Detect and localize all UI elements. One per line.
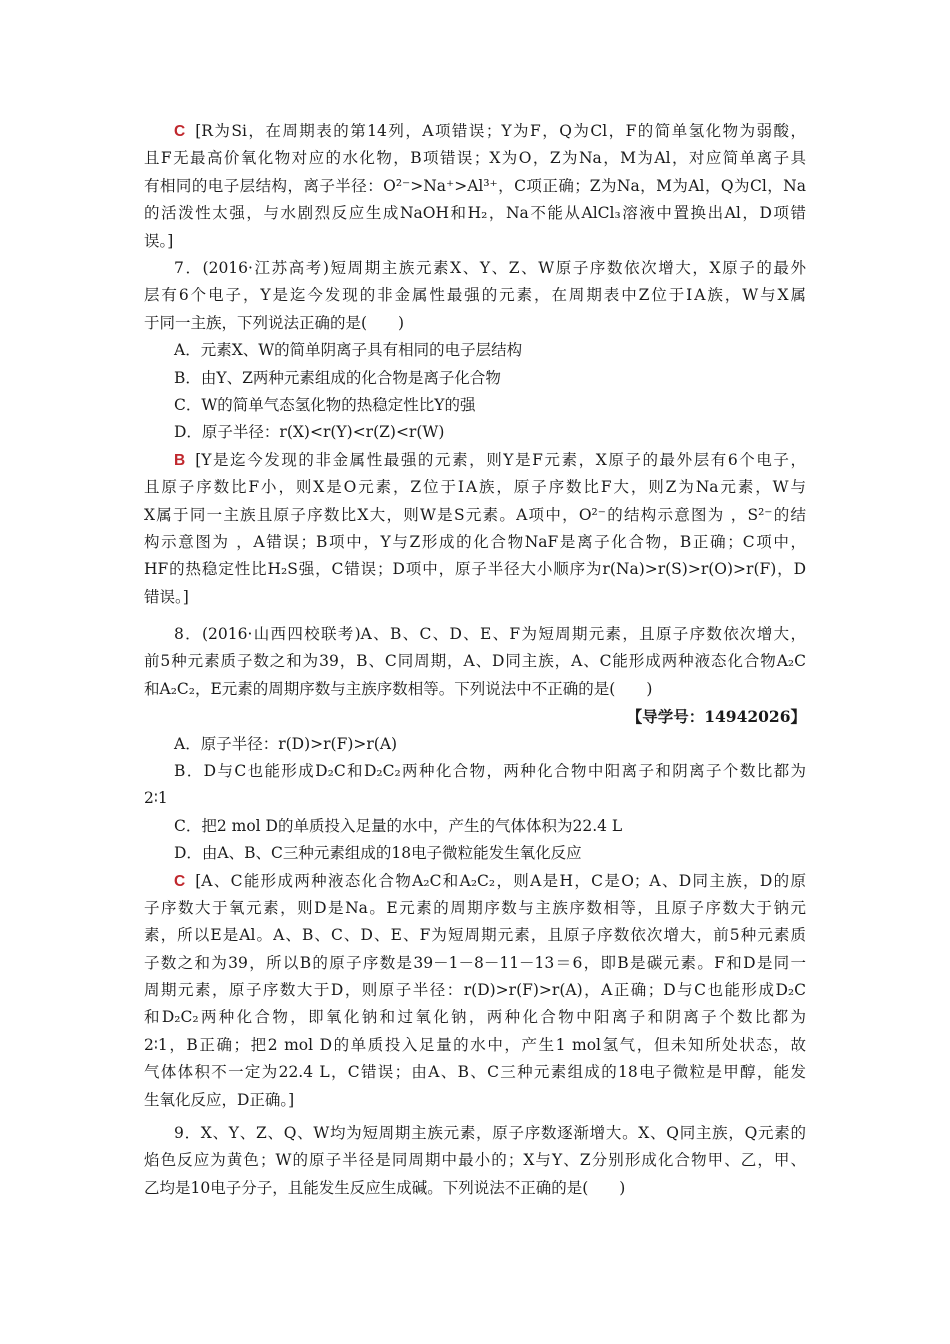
q8-answer-line-2: 子序数大于氧元素，则D是Na。E元素的周期序数与主族序数相等，且原子序数大于钠元 [144,898,806,917]
q6-answer-line-5: 误。] [144,231,174,250]
q8-answer-line-3: 素，所以E是Al。A、B、C、D、E、F为短周期元素，且原子序数依次增大，前5种元素质 [144,926,806,945]
q9-question [144,1120,806,1202]
q6-answer-line-3: 有相同的电子层结构，离子半径：O²⁻>Na⁺>Al³⁺，C项正确；Z为Na，M为Al，Q为Cl，Na [144,176,806,195]
q7-option-b: B．由Y、Z两种元素组成的化合物是离子化合物 [174,368,501,387]
q7-option-d: D．原子半径：r(X)<r(Y)<r(Z)<r(W) [174,423,445,442]
q7-answer-line-1: B [Y是迄今发现的非金属性最强的元素，则Y是F元素，X原子的最外层有6个电子， [174,450,806,469]
q8-option-b: B．D与C也能形成D₂C和D₂C₂两种化合物，两种化合物中阳离子和阴离子个数比都为 [174,761,806,780]
q8-answer-line-7: 2∶1，B正确；把2 mol D的单质投入足量的水中，产生1 mol氢气，但未知所处状态，故 [144,1035,806,1054]
q8-stem-line-2: 前5种元素质子数之和为39，B、C同周期，A、D同主族，A、C能形成两种液态化合物A₂C [144,652,806,671]
q7-answer-letter: B [174,451,186,469]
q7-option-a: A．元素X、W的简单阴离子具有相同的电子层结构 [174,341,523,360]
q8-answer-line-9: 生氧化反应，D正确。] [144,1090,295,1109]
q9-stem-line-1: 9．X、Y、Z、Q、W均为短周期主族元素，原子序数逐渐增大。X、Q同主族，Q元素的 [174,1124,806,1142]
q8-answer-line-8: 气体体积不一定为22.4 L，C错误；由A、B、C三种元素组成的18电子微粒是甲醇，能发 [144,1063,806,1082]
q7-answer-line-5: HF的热稳定性比H₂S强，C错误；D项中，原子半径大小顺序为r(Na)>r(S)>r(O)>r(F)，D [144,560,806,579]
q7-stem-line-1: 7．(2016·江苏高考)短周期主族元素X、Y、Z、W原子序数依次增大，X原子的最外 [174,259,806,277]
q8-answer-line-5: 周期元素，原子序数大于D，则原子半径：r(D)>r(F)>r(A)，A正确；D与C也能形成D₂C [144,981,806,1000]
q7-answer-line-2: 且原子序数比F小，则X是O元素，Z位于ⅠA族，原子序数比F大，则Z为Na元素，W与 [144,478,806,497]
q8-question [144,621,806,1114]
q6-answer-line-1: C [R为Si，在周期表的第14列，A项错误；Y为F，Q为Cl，F的简单氢化物为弱酸， [174,122,806,140]
q9-stem-line-2: 焰色反应为黄色；W的原子半径是同周期中最小的；X与Y、Z分别形成化合物甲、乙，甲、 [144,1151,806,1170]
q6-answer-line-2: 且F无最高价氧化物对应的水化物，B项错误；X为O，Z为Na，M为Al，对应简单离子具 [144,149,807,168]
q6-answer [144,118,806,255]
q8-option-b-cont: 2∶1 [144,789,168,808]
q7-option-c: C．W的简单气态氢化物的热稳定性比Y的强 [174,395,476,414]
q8-answer-line-1: C [A、C能形成两种液态化合物A₂C和A₂C₂，则A是H，C是O；A、D同主族，D的原 [174,871,806,890]
q8-option-a: A．原子半径：r(D)>r(F)>r(A) [174,734,398,753]
q7-question [144,255,806,611]
q8-answer-line-4: 子数之和为39，所以B的原子序数是39－1－8－11－13＝6，即B是碳元素。F和D是同一 [144,953,806,972]
q7-stem-line-3: 于同一主族，下列说法正确的是( ) [144,313,405,332]
q8-option-d: D．由A、B、C三种元素组成的18电子微粒能发生氧化反应 [174,844,582,863]
q7-answer-line-4: 构示意图为 ，A错误；B项中，Y与Z形成的化合物NaF是离子化合物，B正确；C项中， [144,532,806,551]
q8-reference-number: 【导学号：14942026】 [626,707,806,727]
q8-stem-line-3: 和A₂C₂，E元素的周期序数与主族序数相等。下列说法中不正确的是( ) [144,679,653,698]
q7-answer-line-3: X属于同一主族且原子序数比X大，则W是S元素。A项中，O²⁻的结构示意图为 ，S²⁻的结 [144,505,806,524]
q8-answer-line-6: 和D₂C₂两种化合物，即氧化钠和过氧化钠，两种化合物中阳离子和阴离子个数比都为 [144,1008,806,1027]
q8-option-c: C．把2 mol D的单质投入足量的水中，产生的气体体积为22.4 L [174,816,623,835]
q9-stem-line-3: 乙均是10电子分子，且能发生反应生成碱。下列说法不正确的是( ) [144,1178,626,1197]
q7-stem-line-2: 层有6个电子，Y是迄今发现的非金属性最强的元素，在周期表中Z位于ⅠA族，W与X属 [144,286,806,305]
q7-answer-line-6: 错误。] [144,587,189,606]
q6-answer-line-4: 的活泼性太强，与水剧烈反应生成NaOH和H₂，Na不能从AlCl₃溶液中置换出Al，D项错 [144,204,806,223]
q8-stem-line-1: 8．(2016·山西四校联考)A、B、C、D、E、F为短周期元素，且原子序数依次增大， [174,625,806,643]
q6-answer-letter: C [174,123,186,140]
q8-answer-letter: C [174,872,186,890]
